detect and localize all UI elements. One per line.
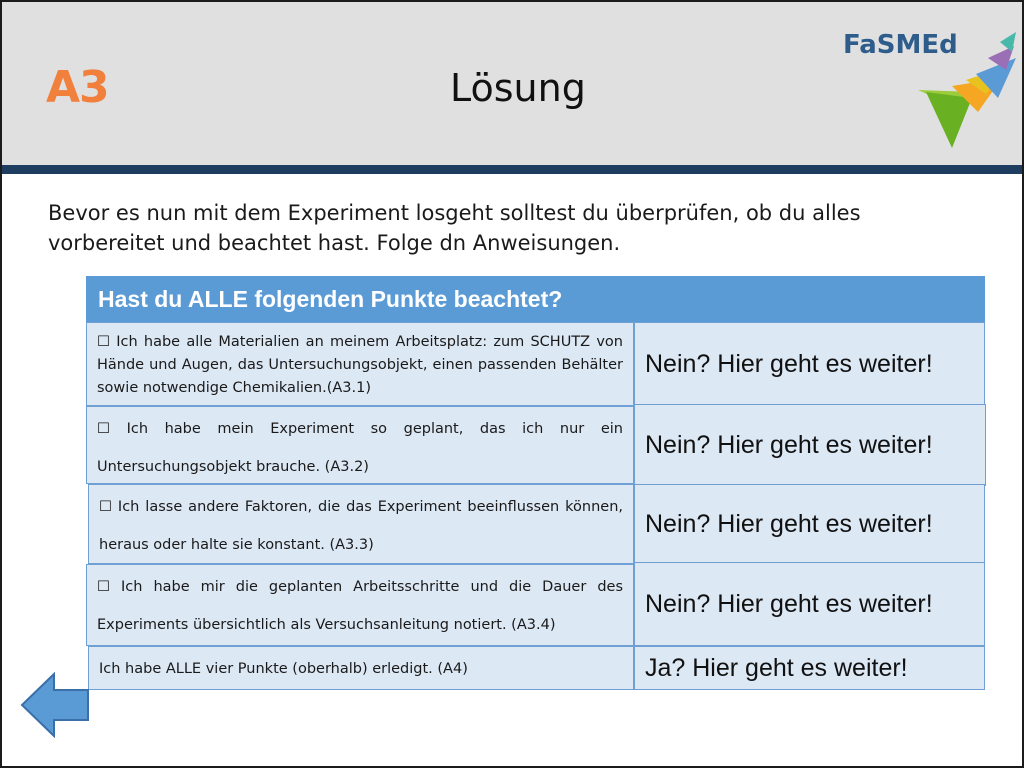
checklist-item-4: ☐ Ich habe mir die geplanten Arbeitsschritte und die Dauer des Experiments übersichtlich als Versuchsanleitung notiert. (A3.4) bbox=[86, 564, 634, 646]
next-link-2[interactable]: Nein? Hier geht es weiter! bbox=[634, 404, 986, 486]
arrow-left-icon[interactable] bbox=[20, 672, 90, 738]
next-link-3[interactable]: Nein? Hier geht es weiter! bbox=[634, 484, 985, 564]
checklist-item-5: Ich habe ALLE vier Punkte (oberhalb) erledigt. (A4) bbox=[88, 646, 634, 690]
page-title: Lösung bbox=[450, 66, 586, 110]
checklist-item-1: ☐ Ich habe alle Materialien an meinem Arbeitsplatz: zum SCHUTZ von Hände und Augen, das Untersuchungsobjekt, einen passenden Behälter sowie notwendige Chemikalien.(A3.1) bbox=[86, 322, 634, 406]
intro-text: Bevor es nun mit dem Experiment losgeht solltest du überprüfen, ob du alles vorbereitet und beachtet hast. Folge dn Anweisungen. bbox=[48, 201, 861, 255]
slide-id: A3 bbox=[46, 62, 109, 113]
checklist-item-3: ☐ Ich lasse andere Faktoren, die das Experiment beeinflussen können, heraus oder halte sie konstant. (A3.3) bbox=[88, 484, 634, 564]
header-rule bbox=[2, 165, 1022, 174]
next-link-5[interactable]: Ja? Hier geht es weiter! bbox=[634, 646, 985, 690]
fasmed-logo-icon bbox=[912, 28, 1022, 152]
brand-name: FaSMEd bbox=[843, 30, 958, 60]
next-link-1[interactable]: Nein? Hier geht es weiter! bbox=[634, 322, 985, 406]
next-link-4[interactable]: Nein? Hier geht es weiter! bbox=[634, 562, 985, 646]
checklist-item-2: ☐ Ich habe mein Experiment so geplant, das ich nur ein Untersuchungsobjekt brauche. (A3.2) bbox=[86, 406, 634, 484]
checklist-header: Hast du ALLE folgenden Punkte beachtet? bbox=[86, 276, 985, 322]
